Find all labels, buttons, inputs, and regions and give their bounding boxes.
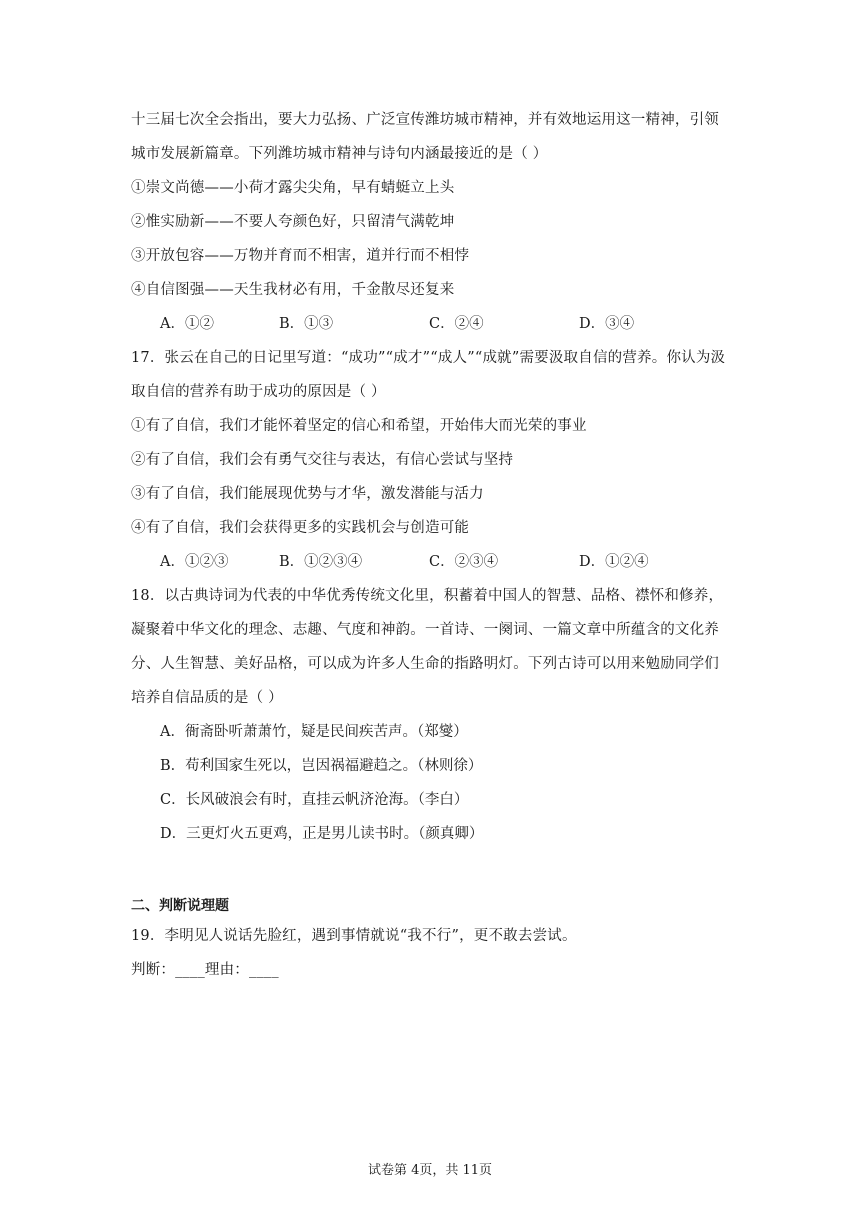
q17-item-3: ③有了自信，我们能展现优势与才华，激发潜能与活力 [131, 486, 484, 502]
q18-option-c[interactable]: C．长风破浪会有时，直挂云帆济沧海。（李白） [160, 792, 469, 808]
q18-option-b[interactable]: B．苟利国家生死以，岂因祸福避趋之。（林则徐） [160, 758, 483, 774]
q17-item-2: ②有了自信，我们会有勇气交往与表达，有信心尝试与坚持 [131, 452, 514, 468]
q16-item-2: ②惟实励新——不要人夸颜色好，只留清气满乾坤 [131, 214, 455, 230]
q17-stem-line-1: 17．张云在自己的日记里写道：“成功”“成才”“成人”“成就”需要汲取自信的营养。你认为汲 [131, 350, 726, 366]
q18-option-a[interactable]: A．衙斋卧听萧萧竹，疑是民间疾苦声。（郑燮） [160, 724, 468, 740]
q16-stem-line-1: 十三届七次全会指出，要大力弘扬、广泛宣传潍坊城市精神，并有效地运用这一精神，引领 [131, 112, 719, 128]
section-title: 二、判断说理题 [131, 898, 229, 914]
q17-stem-line-2: 取自信的营养有助于成功的原因是（ ） [131, 384, 386, 400]
q16-option-b[interactable]: B．①③ [279, 316, 334, 332]
q16-option-d[interactable]: D．③④ [579, 316, 635, 332]
q17-item-1: ①有了自信，我们才能怀着坚定的信心和希望，开始伟大而光荣的事业 [131, 418, 587, 434]
page-footer: 试卷第 4页，共 11页 [367, 1163, 493, 1178]
q19-answer-blanks[interactable]: 判断：____理由：____ [131, 962, 279, 978]
q16-stem-line-2: 城市发展新篇章。下列潍坊城市精神与诗句内涵最接近的是（ ） [131, 146, 548, 162]
q19-stem: 19．李明见人说话先脸红，遇到事情就说“我不行”，更不敢去尝试。 [131, 928, 577, 944]
q17-option-b[interactable]: B．①②③④ [279, 554, 363, 570]
q18-stem-line-4: 培养自信品质的是（ ） [131, 690, 283, 706]
q16-option-a[interactable]: A．①② [160, 316, 214, 332]
q18-stem-line-2: 凝聚着中华文化的理念、志趣、气度和神韵。一首诗、一阕词、一篇文章中所蕴含的文化养 [131, 622, 719, 638]
q17-option-a[interactable]: A．①②③ [160, 554, 229, 570]
q16-item-3: ③开放包容——万物并育而不相害，道并行而不相悖 [131, 248, 470, 264]
q16-option-c[interactable]: C．②④ [429, 316, 484, 332]
q17-option-c[interactable]: C．②③④ [429, 554, 499, 570]
q16-item-1: ①崇文尚德——小荷才露尖尖角，早有蜻蜓立上头 [131, 180, 455, 196]
q18-option-d[interactable]: D．三更灯火五更鸡，正是男儿读书时。（颜真卿） [160, 826, 484, 842]
q17-option-d[interactable]: D．①②④ [579, 554, 649, 570]
q18-stem-line-3: 分、人生智慧、美好品格，可以成为许多人生命的指路明灯。下列古诗可以用来勉励同学们 [131, 656, 719, 672]
q18-stem-line-1: 18．以古典诗词为代表的中华优秀传统文化里，积蓄着中国人的智慧、品格、襟怀和修养， [131, 588, 724, 604]
q16-item-4: ④自信图强——天生我材必有用，千金散尽还复来 [131, 282, 455, 298]
q17-item-4: ④有了自信，我们会获得更多的实践机会与创造可能 [131, 520, 470, 536]
